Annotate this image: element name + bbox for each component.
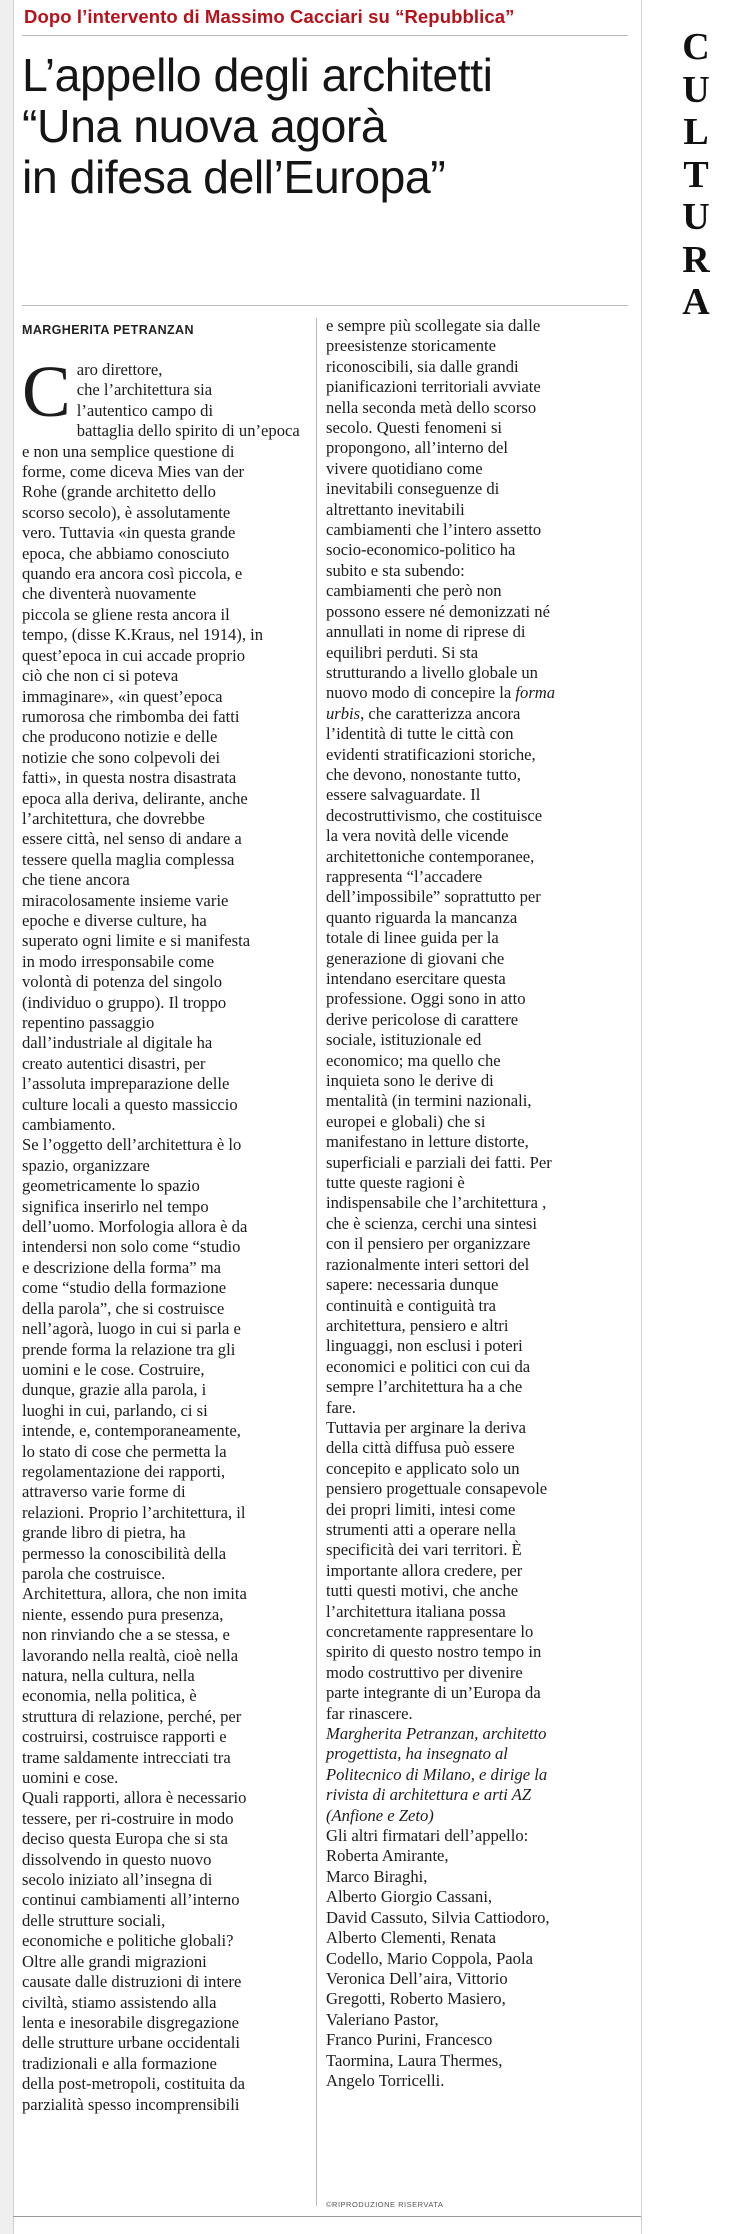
text-line: economia, nella politica, è — [22, 1686, 197, 1706]
text-line: Codello, Mario Coppola, Paola — [326, 1948, 533, 1968]
text-line: Franco Purini, Francesco — [326, 2030, 493, 2050]
text-line: generazione di giovani che — [326, 948, 505, 968]
text-line — [326, 683, 630, 703]
text-line: subito e sta subendo: — [326, 560, 465, 580]
text-line: Gli altri firmatari dell’appello: — [326, 1826, 529, 1846]
text-line: ciò che non ci si poteva — [22, 666, 179, 686]
text-line: niente, essendo pura presenza, — [22, 1604, 224, 1624]
article-column-1 — [22, 351, 308, 2115]
text-line: propongono, all’interno del — [326, 438, 509, 458]
text-line: spazio, organizzare — [22, 1155, 150, 1175]
section-letter: U — [682, 196, 710, 238]
text-line: Taormina, Laura Thermes, — [326, 2050, 503, 2070]
text-line: costruirsi, costruisce rapporti e — [22, 1727, 227, 1747]
text-line: far rinascere. — [326, 1703, 413, 1723]
headline-line: in difesa dell’Europa” — [22, 151, 446, 203]
text-line: scorso secolo), è assolutamente — [22, 502, 231, 522]
section-letter: T — [683, 153, 709, 196]
text-line: tempo, (disse K.Kraus, nel 1914), in — [22, 625, 264, 645]
text-line: altrettanto inevitabili — [326, 499, 465, 519]
text-line: epoca alla deriva, delirante, anche — [22, 788, 248, 808]
text-line: intende, e, contemporaneamente, — [22, 1421, 241, 1441]
text-line: lo stato di cose che permetta la — [22, 1441, 227, 1461]
text-line: miracolosamente insieme varie — [22, 890, 229, 910]
headline-line: “Una nuova agorà — [22, 100, 387, 152]
text-line: l’identità di tutte le città con — [326, 724, 514, 744]
text-line: che producono notizie e delle — [22, 727, 218, 747]
text-line: rumorosa che rimbomba dei fatti — [22, 706, 240, 726]
text-line: possono essere né demonizzati né — [326, 601, 550, 621]
text-line: David Cassuto, Silvia Cattiodoro, — [326, 1907, 550, 1927]
text-line: parzialità spesso incomprensibili — [22, 2094, 240, 2114]
text-line: linguaggi, non esclusi i poteri — [326, 1336, 523, 1356]
left-page-margin — [0, 0, 14, 2234]
text-line: attraverso varie forme di — [22, 1482, 186, 1502]
section-letter: R — [682, 238, 710, 281]
text-line: Rohe (grande architetto dello — [22, 482, 216, 502]
headline — [22, 50, 632, 203]
text-line: nell’agorà, luogo in cui si parla e — [22, 1319, 241, 1339]
text-line: evidenti stratificazioni storiche, — [326, 744, 536, 764]
text-line: modo costruttivo per divenire — [326, 1662, 523, 1682]
text-line: superato ogni limite e si manifesta — [22, 931, 251, 951]
text-line: Tuttavia per arginare la deriva — [326, 1417, 526, 1437]
text-line: progettista, ha insegnato al — [326, 1744, 508, 1764]
section-label-cultura — [660, 26, 732, 324]
text-line: uomini e cose. — [22, 1768, 119, 1788]
text-line: epoca, che abbiamo conosciuto — [22, 543, 230, 563]
text-line: riconoscibili, sia dalle grandi — [326, 356, 519, 376]
text-line: delle strutture urbane occidentali — [22, 2033, 240, 2053]
text-line: lavorando nella realtà, cioè nella — [22, 1645, 239, 1665]
text-line: l’architettura, che dovrebbe — [22, 808, 205, 828]
text-line: intendersi non solo come “studio — [22, 1237, 241, 1257]
text-line: epoche e diverse culture, ha — [22, 910, 207, 930]
text-line: immaginare», «in quest’epoca — [22, 686, 223, 706]
section-letter: U — [682, 68, 710, 111]
text-line: strumenti atti a operare nella — [326, 1519, 516, 1539]
text-line: quest’epoca in cui accade proprio — [22, 645, 245, 665]
text-line: Architettura, allora, che non imita — [22, 1584, 247, 1604]
text-line: causate dalle distruzioni di intere — [22, 1972, 242, 1992]
text-line: Alberto Clementi, Renata — [326, 1928, 497, 1948]
text-line: la vera novità delle vicende — [326, 826, 509, 846]
text-line: civiltà, stiamo assistendo alla — [22, 1992, 217, 2012]
text-line: nella seconda metà dello scorso — [326, 397, 537, 417]
text-line: rivista di architettura e arti AZ — [326, 1785, 532, 1805]
text-line: continui cambiamenti all’interno — [22, 1890, 240, 1910]
text-line: relazioni. Proprio l’architettura, il — [22, 1502, 246, 1522]
text-line: secolo. Questi fenomeni si — [326, 418, 503, 438]
text-line: significa inserirlo nel tempo — [22, 1196, 209, 1216]
text-line: permesso la conoscibilità della — [22, 1543, 227, 1563]
text-line: tessere quella maglia complessa — [22, 849, 235, 869]
text-line: europei e globali) che si — [326, 1111, 486, 1131]
text-line: cambiamenti che però non — [326, 581, 502, 601]
divider — [22, 305, 628, 306]
text-line: superficiali e parziali dei fatti. Per — [326, 1152, 552, 1172]
text-line: dissolvendo in questo nuovo — [22, 1849, 212, 1869]
text-line: delle strutture sociali, — [22, 1910, 166, 1930]
text-line: in modo irresponsabile come — [22, 951, 215, 971]
text-line: Se l’oggetto dell’architettura è lo — [22, 1135, 242, 1155]
text-line: preesistenze storicamente — [326, 336, 497, 356]
text-line: della città diffusa può essere — [326, 1438, 515, 1458]
text-line: l’assoluta impreparazione delle — [22, 1074, 230, 1094]
text-line: cambiamenti che l’intero assetto — [326, 520, 542, 540]
text-line: Gregotti, Roberto Masiero, — [326, 1989, 506, 2009]
text-line: derive pericolose di carattere — [326, 1009, 519, 1029]
text-line: tutti questi motivi, che anche — [326, 1581, 519, 1601]
text-line: parte integrante di un’Europa da — [326, 1683, 541, 1703]
text-line: sempre l’architettura ha a che — [326, 1377, 523, 1397]
text-line: quanto riguarda la mancanza — [326, 907, 518, 927]
text-line: spirito di questo nostro tempo in — [326, 1642, 542, 1662]
text-line: concretamente rappresentare lo — [326, 1622, 534, 1641]
text-line: architettura, pensiero e altri — [326, 1315, 509, 1335]
text-line: indispensabile che l’architettura , — [326, 1193, 547, 1213]
text-line: repentino passaggio — [22, 1013, 155, 1032]
text-line: non rinviando che a se stessa, e — [22, 1625, 230, 1645]
text-line: sociale, istituzionale ed — [326, 1030, 482, 1050]
text-line: che è scienza, cerchi una sintesi — [326, 1213, 538, 1233]
byline: MARGHERITA PETRANZAN — [22, 323, 194, 337]
text-line: uomini e le cose. Costruire, — [22, 1359, 205, 1379]
text-line: architettoniche contemporanee, — [326, 846, 535, 866]
text-line: culture locali a questo massiccio — [22, 1094, 238, 1114]
text-line: pensiero progettuale consapevole — [326, 1479, 548, 1499]
text-line: intendano esercitare questa — [326, 969, 506, 988]
text-line: battaglia dello spirito di un’epoca — [76, 421, 300, 441]
text-line: parola che costruisce. — [22, 1563, 166, 1583]
text-line: notizie che sono colpevoli dei — [22, 747, 221, 767]
text-line: come “studio della formazione — [22, 1278, 227, 1298]
text-line: equilibri perduti. Si sta — [326, 642, 479, 662]
text-line: cambiamento. — [22, 1115, 116, 1135]
text-line: totale di linee guida per la — [326, 928, 499, 948]
text-line — [326, 704, 630, 724]
text-line: fatti», in questa nostra disastrata — [22, 768, 237, 788]
text-line: l’architettura italiana possa — [326, 1601, 506, 1621]
right-section-margin — [641, 0, 750, 2234]
text-run: nuovo modo di concepire la — [326, 683, 516, 703]
text-line: razionalmente interi settori del — [326, 1254, 530, 1274]
text-line: Veronica Dell’aira, Vittorio — [326, 1968, 508, 1988]
text-line: con il pensiero per organizzare — [326, 1234, 531, 1254]
text-line: che devono, nonostante tutto, — [326, 764, 521, 784]
text-line: mentalità (in termini nazionali, — [326, 1091, 532, 1111]
text-line: tutte queste ragioni è — [326, 1173, 465, 1193]
text-line: dell’impossibile” soprattutto per — [326, 887, 541, 907]
section-letter: L — [683, 111, 709, 153]
text-line: sapere: necessaria dunque — [326, 1275, 499, 1295]
section-letter: A — [682, 281, 710, 323]
text-line: pianificazioni territoriali avviate — [326, 377, 541, 397]
italic-text-run: forma — [515, 683, 556, 703]
overline-kicker: Dopo l’intervento di Massimo Cacciari su “Repubblica” — [24, 6, 515, 27]
text-line: e non una semplice questione di — [22, 441, 235, 461]
text-line: importante allora credere, per — [326, 1560, 523, 1580]
text-line: fare. — [326, 1397, 356, 1417]
text-line: trame saldamente intrecciati tra — [22, 1747, 231, 1767]
text-line: economici e politici con cui da — [326, 1356, 531, 1376]
text-line: socio-economico-politico ha — [326, 540, 516, 560]
text-line: Marco Biraghi, — [326, 1866, 428, 1886]
italic-text-run: urbis — [326, 703, 361, 723]
text-line: regolamentazione dei rapporti, — [22, 1461, 226, 1481]
text-line: Alberto Giorgio Cassani, — [326, 1887, 493, 1907]
text-line: che tiene ancora — [22, 870, 130, 890]
text-line: struttura di relazione, perché, per — [22, 1706, 242, 1726]
text-line: tradizionali e alla formazione — [22, 2053, 217, 2073]
text-line: continuità e contiguità tra — [326, 1295, 497, 1315]
article-column-2 — [326, 316, 630, 2091]
text-line: essere salvaguardate. Il — [326, 785, 481, 805]
divider — [22, 35, 628, 36]
column-divider — [316, 318, 317, 2206]
text-line: dei propri limiti, intesi come — [326, 1499, 516, 1519]
text-line: aro direttore, — [76, 360, 163, 379]
text-line: che diventerà nuovamente — [22, 584, 197, 604]
text-line: piccola se gliene resta ancora il — [22, 604, 230, 624]
drop-cap: C — [22, 351, 71, 432]
text-line: natura, nella cultura, nella — [22, 1666, 195, 1685]
text-line: concepito e applicato solo un — [326, 1458, 520, 1478]
text-line: rappresenta “l’accadere — [326, 866, 483, 886]
text-line: inquieta sono le derive di — [326, 1071, 494, 1091]
text-line: e sempre più scollegate sia dalle — [326, 316, 541, 335]
text-line: della parola”, che si costruisce — [22, 1298, 225, 1318]
text-line: professione. Oggi sono in atto — [326, 989, 526, 1009]
text-line: tessere, per ri-costruire in modo — [22, 1808, 234, 1828]
text-line: Politecnico di Milano, e dirige la — [326, 1764, 548, 1784]
text-line: vivere quotidiano come — [326, 458, 483, 478]
text-line: dall’industriale al digitale ha — [22, 1033, 213, 1053]
text-line: dell’uomo. Morfologia allora è da — [22, 1217, 248, 1237]
text-line: strutturando a livello globale un — [326, 662, 538, 682]
text-line: annullati in nome di riprese di — [326, 622, 526, 642]
text-line: Roberta Amirante, — [326, 1846, 449, 1866]
text-line: deciso questa Europa che si sta — [22, 1829, 228, 1849]
text-line: l’autentico campo di — [76, 400, 214, 420]
divider — [13, 2216, 641, 2217]
text-line: che l’architettura sia — [76, 380, 213, 400]
text-line: della post-metropoli, costituita da — [22, 2074, 246, 2094]
text-line: forme, come diceva Mies van der — [22, 462, 245, 482]
text-line: manifestano in letture distorte, — [326, 1132, 529, 1152]
text-line: lenta e inesorabile disgregazione — [22, 2012, 240, 2032]
text-line: (Anfione e Zeto) — [326, 1805, 434, 1825]
text-line: essere città, nel senso di andare a — [22, 829, 242, 849]
text-line: economiche e politiche globali? — [22, 1931, 234, 1951]
text-line: specificità dei vari territori. È — [326, 1540, 522, 1560]
text-line: secolo iniziato all’insegna di — [22, 1870, 213, 1890]
text-line: inevitabili conseguenze di — [326, 479, 500, 499]
text-line: Valeriano Pastor, — [326, 2009, 439, 2029]
section-letter: C — [682, 26, 710, 68]
text-line: Quali rapporti, allora è necessario — [22, 1788, 247, 1808]
text-line: geometricamente lo spazio — [22, 1176, 200, 1196]
text-line: prende forma la relazione tra gli — [22, 1339, 236, 1359]
text-line: luoghi in cui, parlando, ci si — [22, 1400, 208, 1420]
text-line: Angelo Torricelli. — [326, 2070, 445, 2090]
text-line: creato autentici disastri, per — [22, 1053, 206, 1073]
text-line: quando era ancora così piccola, e — [22, 564, 243, 584]
text-line: e descrizione della forma” ma — [22, 1257, 222, 1277]
text-run: , che caratterizza ancora — [360, 703, 521, 723]
text-line: economico; ma quello che — [326, 1050, 501, 1070]
headline-line: L’appello degli architetti — [22, 49, 493, 101]
text-line: (individuo o gruppo). Il troppo — [22, 992, 227, 1012]
text-line: dunque, grazie alla parola, i — [22, 1380, 207, 1400]
text-line: Oltre alle grandi migrazioni — [22, 1951, 207, 1971]
text-line: vero. Tuttavia «in questa grande — [22, 523, 236, 543]
text-line: grande libro di pietra, ha — [22, 1523, 186, 1543]
text-line: volontà di potenza del singolo — [22, 972, 223, 992]
text-line: Margherita Petranzan, architetto — [326, 1724, 547, 1744]
text-line: decostruttivismo, che costituisce — [326, 805, 543, 825]
copyright-notice: ©RIPRODUZIONE RISERVATA — [326, 2200, 444, 2209]
